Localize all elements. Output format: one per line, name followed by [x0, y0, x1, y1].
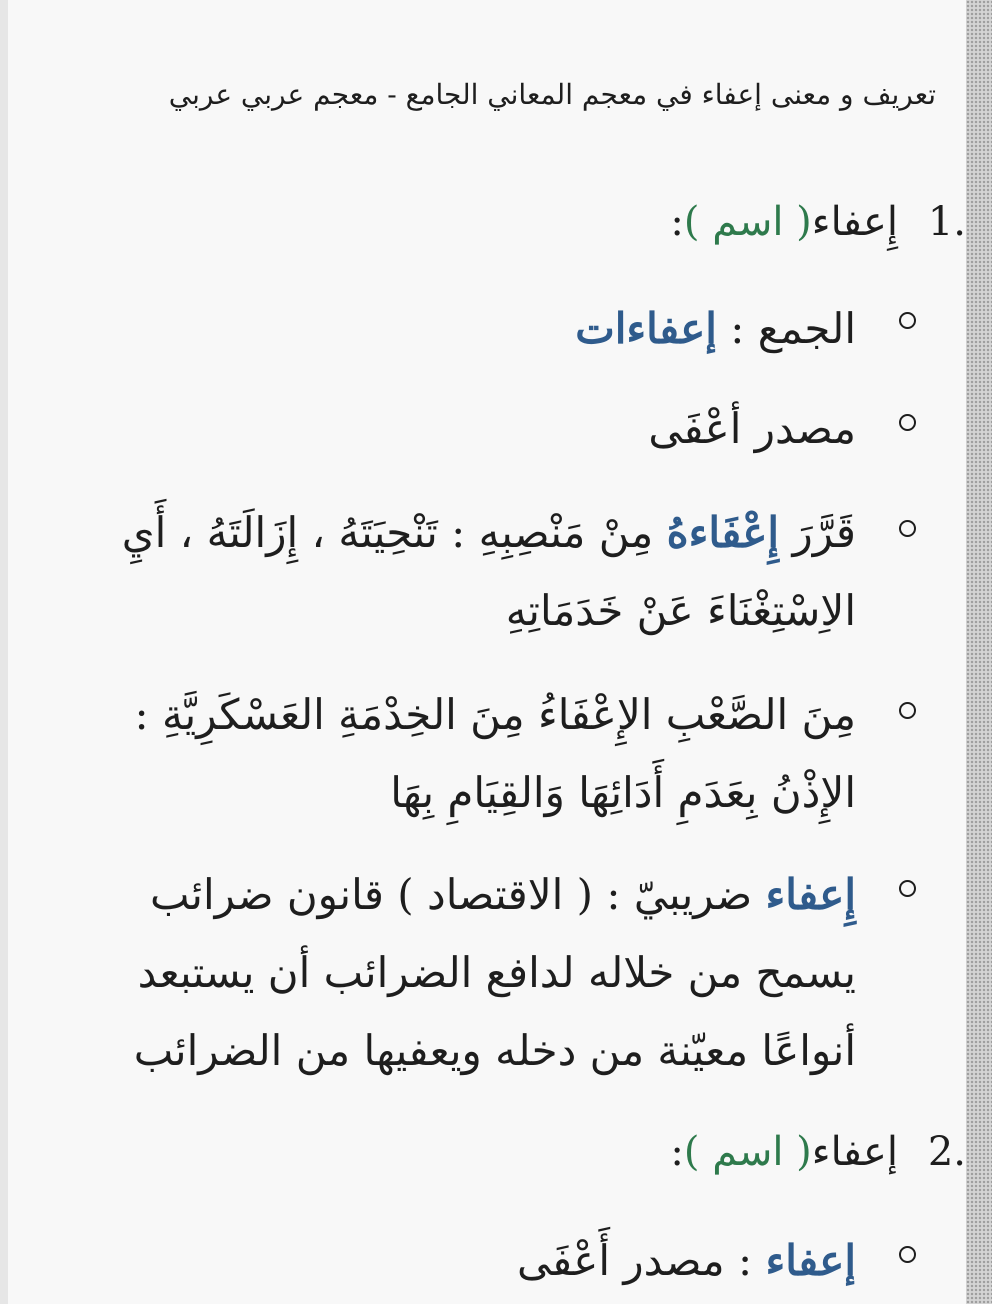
bullet-circle-icon [899, 312, 916, 329]
page-title: تعريف و معنى إعفاء في معجم المعاني الجامع - معجم عربي عربي [168, 78, 936, 111]
bullet-circle-icon [899, 520, 916, 537]
item-post: مِنْ مَنْصِبِهِ : تَنْحِيَتَهُ ، إِزَالَتَهُ ، أَيِ الاِسْتِغْنَاءَ عَنْ خَدَمَاتِهِ [121, 508, 856, 635]
item-text [96, 494, 856, 650]
item-post: ضريبيّ : ( الاقتصاد ) قانون ضرائب يسمح من خلاله لدافع الضرائب أن يستبعد أنواعًا معيّنة من دخله ويعفيها من الضرائب [133, 870, 856, 1075]
item-text [96, 676, 856, 832]
headword: إعفاء [811, 1129, 898, 1175]
entry-heading [8, 192, 966, 252]
item-highlight: إِعفاء [765, 870, 856, 919]
scrollbar-track[interactable] [966, 0, 992, 1304]
item-highlight: إعفاءات [575, 304, 717, 353]
entry-word [670, 192, 898, 252]
item-highlight: إعفاء [765, 1236, 856, 1285]
entry-colon: : [670, 1129, 684, 1175]
item-pre: الجمع : [716, 304, 856, 353]
entry-colon: : [670, 199, 684, 245]
part-of-speech: اسم [699, 199, 797, 245]
definition-page [8, 0, 966, 1304]
pos-close-paren: ) [683, 199, 700, 245]
entry-1 [8, 192, 966, 252]
bullet-circle-icon [899, 414, 916, 431]
item-post: : مصدر أَعْفَى [517, 1236, 766, 1285]
item-highlight: إِعْفَاءهُ [666, 508, 780, 557]
item-text [96, 856, 856, 1090]
bullet-circle-icon [899, 1246, 916, 1263]
bullet-circle-icon [899, 702, 916, 719]
pos-open-paren: ( [796, 199, 812, 245]
entry-number: 1. [927, 199, 966, 245]
bullet-circle-icon [899, 880, 916, 897]
item-text [96, 290, 856, 368]
item-pre: مِنَ الصَّعْبِ الإِعْفَاءُ مِنَ الخِدْمَةِ العَسْكَرِيَّةِ : الإِذْنُ بِعَدَمِ أَدَائِهَا وَالقِيَامِ بِهَا [134, 690, 856, 817]
part-of-speech: اسم [699, 1129, 797, 1175]
entry-2 [8, 1122, 966, 1182]
item-pre: مصدر أعْفَى [648, 404, 856, 453]
pos-open-paren: ( [796, 1129, 812, 1175]
item-text [96, 390, 856, 468]
page-left-edge [0, 0, 8, 1304]
item-pre: قَرَّرَ [779, 508, 856, 557]
headword: إِعفاء [811, 199, 898, 245]
entry-heading [8, 1122, 966, 1182]
entry-word [670, 1122, 898, 1182]
pos-close-paren: ) [683, 1129, 700, 1175]
item-text [96, 1222, 856, 1300]
entry-number: 2. [927, 1129, 966, 1175]
